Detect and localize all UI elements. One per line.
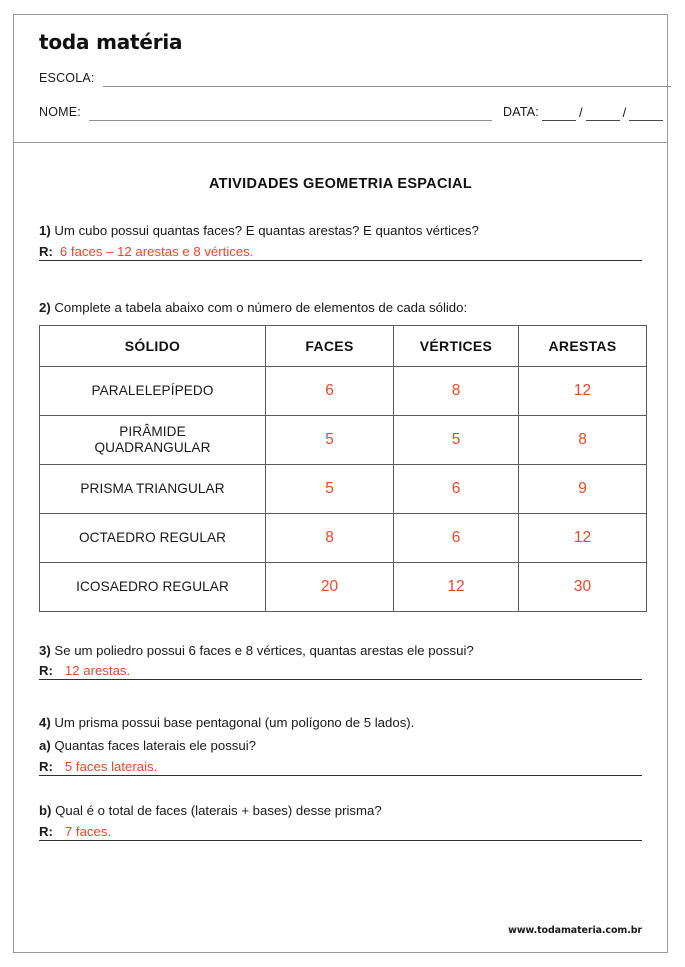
question-1-text: Um cubo possui quantas faces? E quantas arestas? E quantos vértices? — [54, 223, 479, 238]
answer-row-4a[interactable] — [39, 759, 642, 776]
table-header-row — [40, 325, 647, 366]
answer-prefix-1: R: — [39, 243, 53, 259]
identification-box — [14, 15, 667, 143]
column-header-solid: SÓLIDO — [40, 325, 266, 366]
question-2-number: 2) — [39, 299, 51, 315]
solids-table — [39, 325, 647, 612]
question-2 — [39, 299, 642, 317]
table-row — [40, 562, 647, 611]
question-3-number: 3) — [39, 642, 51, 658]
answer-row-4b[interactable] — [39, 824, 642, 841]
footer-url: www.todamateria.com.br — [508, 925, 642, 936]
answer-value-3: 12 arestas. — [64, 663, 131, 679]
date-day-line[interactable] — [542, 107, 576, 121]
school-field-row — [39, 71, 671, 87]
question-4a — [39, 737, 642, 755]
worksheet-body — [14, 176, 667, 841]
date-year-line[interactable] — [629, 107, 663, 121]
answer-prefix-3: R: — [39, 663, 53, 679]
cell-vertices[interactable]: 6 — [394, 464, 519, 513]
date-field-row — [503, 105, 666, 121]
cell-solid-name: OCTAEDRO REGULAR — [40, 513, 266, 562]
question-2-text: Complete a tabela abaixo com o número de elementos de cada sólido: — [54, 299, 468, 315]
brand-logo: toda matéria — [39, 30, 183, 54]
school-label: ESCOLA: — [39, 71, 95, 85]
question-3-text: Se um poliedro possui 6 faces e 8 vértices, quantas arestas ele possui? — [54, 642, 474, 658]
answer-prefix-4a: R: — [39, 759, 53, 775]
column-header-vertices: VÉRTICES — [394, 325, 519, 366]
cell-faces[interactable]: 5 — [266, 415, 394, 464]
question-1-number: 1) — [39, 223, 51, 238]
cell-edges[interactable]: 12 — [519, 366, 647, 415]
column-header-edges: ARESTAS — [519, 325, 647, 366]
cell-faces[interactable]: 20 — [266, 562, 394, 611]
cell-vertices[interactable]: 6 — [394, 513, 519, 562]
date-separator-1: / — [578, 105, 583, 120]
cell-vertices[interactable]: 5 — [394, 415, 519, 464]
answer-value-1: 6 faces – 12 arestas e 8 vértices. — [59, 243, 254, 259]
name-input-line[interactable] — [89, 106, 492, 121]
cell-edges[interactable]: 12 — [519, 513, 647, 562]
answer-row-1[interactable] — [39, 244, 642, 261]
answer-prefix-4b: R: — [39, 823, 53, 839]
question-4b-text: Qual é o total de faces (laterais + bases) desse prisma? — [55, 803, 382, 819]
table-row — [40, 464, 647, 513]
cell-solid-name: PRISMA TRIANGULAR — [40, 464, 266, 513]
date-label: DATA: — [503, 105, 539, 119]
question-4-number: 4) — [39, 715, 51, 731]
date-separator-2: / — [622, 105, 627, 120]
cell-solid-name: ICOSAEDRO REGULAR — [40, 562, 266, 611]
answer-value-4a: 5 faces laterais. — [64, 759, 158, 775]
name-field-row — [39, 105, 492, 121]
cell-solid-name: PARALELEPÍPEDO — [40, 366, 266, 415]
question-3 — [39, 642, 642, 660]
cell-edges[interactable]: 30 — [519, 562, 647, 611]
answer-row-3[interactable] — [39, 663, 642, 680]
cell-faces[interactable]: 6 — [266, 366, 394, 415]
table-row — [40, 513, 647, 562]
school-input-line[interactable] — [103, 72, 671, 87]
cell-faces[interactable]: 5 — [266, 464, 394, 513]
name-label: NOME: — [39, 105, 81, 119]
cell-faces[interactable]: 8 — [266, 513, 394, 562]
column-header-faces: FACES — [266, 325, 394, 366]
question-4a-text: Quantas faces laterais ele possui? — [54, 738, 256, 754]
worksheet-page — [13, 14, 668, 953]
date-month-line[interactable] — [586, 107, 620, 121]
question-4b-letter: b) — [39, 803, 52, 819]
cell-vertices[interactable]: 12 — [394, 562, 519, 611]
question-4b — [39, 802, 642, 820]
table-row — [40, 366, 647, 415]
question-4a-letter: a) — [39, 738, 51, 754]
table-row — [40, 415, 647, 464]
cell-edges[interactable]: 8 — [519, 415, 647, 464]
page-title: ATIVIDADES GEOMETRIA ESPACIAL — [208, 176, 472, 192]
cell-vertices[interactable]: 8 — [394, 366, 519, 415]
question-4 — [39, 714, 642, 732]
cell-edges[interactable]: 9 — [519, 464, 647, 513]
cell-solid-name: PIRÂMIDE QUADRANGULAR — [40, 415, 266, 464]
question-4-text: Um prisma possui base pentagonal (um polígono de 5 lados). — [54, 715, 415, 731]
answer-value-4b: 7 faces. — [64, 823, 112, 839]
question-1 — [39, 222, 642, 240]
